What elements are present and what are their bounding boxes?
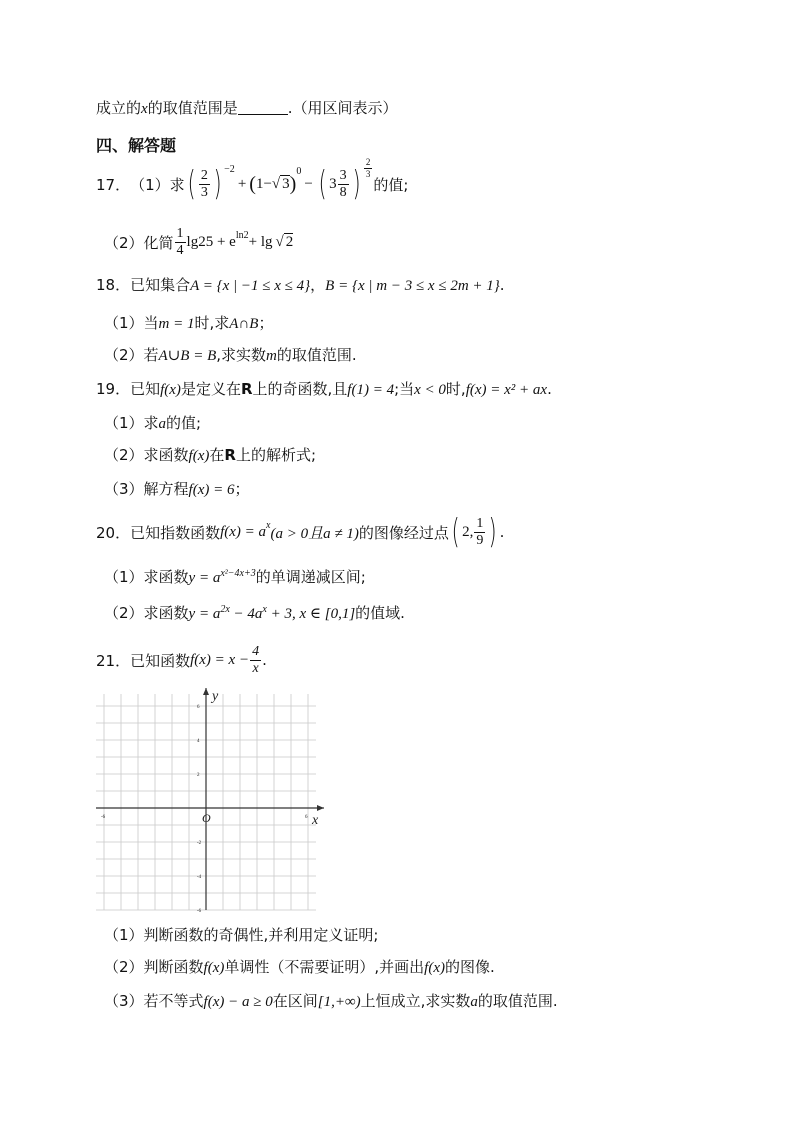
cont-text3: .（用区间表示）	[287, 99, 398, 117]
q17-p2-label: （2）化简	[104, 233, 174, 252]
cont-text: 成立的	[96, 99, 142, 117]
q20-stem: 20． 已知指数函数 f(x) = a $^x$ (a > 0且a ≠ 1) 的图像经过点 ( 2, $\frac{1}{9}$ ) .	[96, 512, 505, 552]
q18-part2: （2）若A∪B = B,求实数m的取值范围.	[104, 346, 357, 364]
y-tick-label: -4	[197, 875, 202, 880]
x-tick-label: 6	[305, 815, 308, 820]
q21-part2: （2）判断函数f(x)单调性（不需要证明）,并画出f(x)的图像.	[104, 958, 495, 976]
x-axis-arrow	[317, 805, 324, 811]
y-tick-label: 4	[197, 739, 200, 744]
y-tick-label: 2	[197, 773, 200, 778]
q18-part1: （1）当m = 1时,求A∩B；	[104, 314, 274, 332]
q17-p1-tail: 的值;	[373, 175, 409, 194]
q19-part1: （1）求a的值;	[104, 414, 202, 432]
q20-part2: （2）求函数$y = a^{2x} - 4a^x + 3$, x ∈ [0,1]的值域.	[104, 604, 405, 622]
q21-part1: （1）判断函数的奇偶性,并利用定义证明;	[104, 926, 379, 944]
q17-number: 17．	[96, 175, 131, 194]
q19-stem: 19．已知f(x)是定义在R上的奇函数,且f(1) = 4;当x < 0时,f(x) = x² + ax.	[96, 380, 552, 398]
q17-part1: 17． （1）求 ( $\frac{2}{3}$ ) $^{-2}$ + ( 1− √ 3 ) $^0$ − ( 3 $\frac{3}{8}$ ) $\frac{2}{3}$ 的值;	[96, 157, 409, 204]
continuation-line	[96, 97, 397, 118]
section-heading: 四、解答题	[96, 136, 177, 155]
y-tick-label: -2	[197, 841, 202, 846]
cont-text2: 的取值范围是	[147, 99, 238, 117]
q18-stem: 18．已知集合A = {x | −1 ≤ x ≤ 4}，B = {x | m − 3 ≤ x ≤ 2m + 1}.	[96, 276, 505, 294]
coordinate-grid	[96, 688, 328, 916]
q17-part2: （2）化简 $\frac{1}{4}$ lg25 + e $^{ln2}$ + lg √ 2	[104, 225, 294, 258]
grid-svg	[96, 688, 328, 912]
y-axis-arrow	[203, 688, 209, 695]
x-tick-label: -6	[101, 815, 106, 820]
y-axis-label: y	[212, 689, 219, 704]
q21-part3: （3）若不等式f(x) − a ≥ 0在区间[1,+∞)上恒成立,求实数a的取值范围.	[104, 992, 558, 1010]
q19-part3: （3）解方程f(x) = 6；	[104, 480, 250, 498]
q20-part1: （1）求函数$y = a^{x^2-4x+3}$的单调递减区间;	[104, 568, 366, 586]
x-axis-label: x	[312, 813, 319, 828]
q17-p1-label: （1）求	[130, 175, 185, 194]
cont-var: x	[141, 101, 148, 117]
answer-blank[interactable]	[238, 100, 288, 115]
y-tick-label: 6	[197, 705, 200, 710]
y-tick-label: -6	[197, 909, 202, 912]
q19-part2: （2）求函数f(x)在R上的解析式;	[104, 446, 317, 464]
q21-stem: 21． 已知函数 f(x) = x − $\frac{4}{x}$ .	[96, 643, 267, 676]
origin-label: O	[202, 811, 211, 825]
